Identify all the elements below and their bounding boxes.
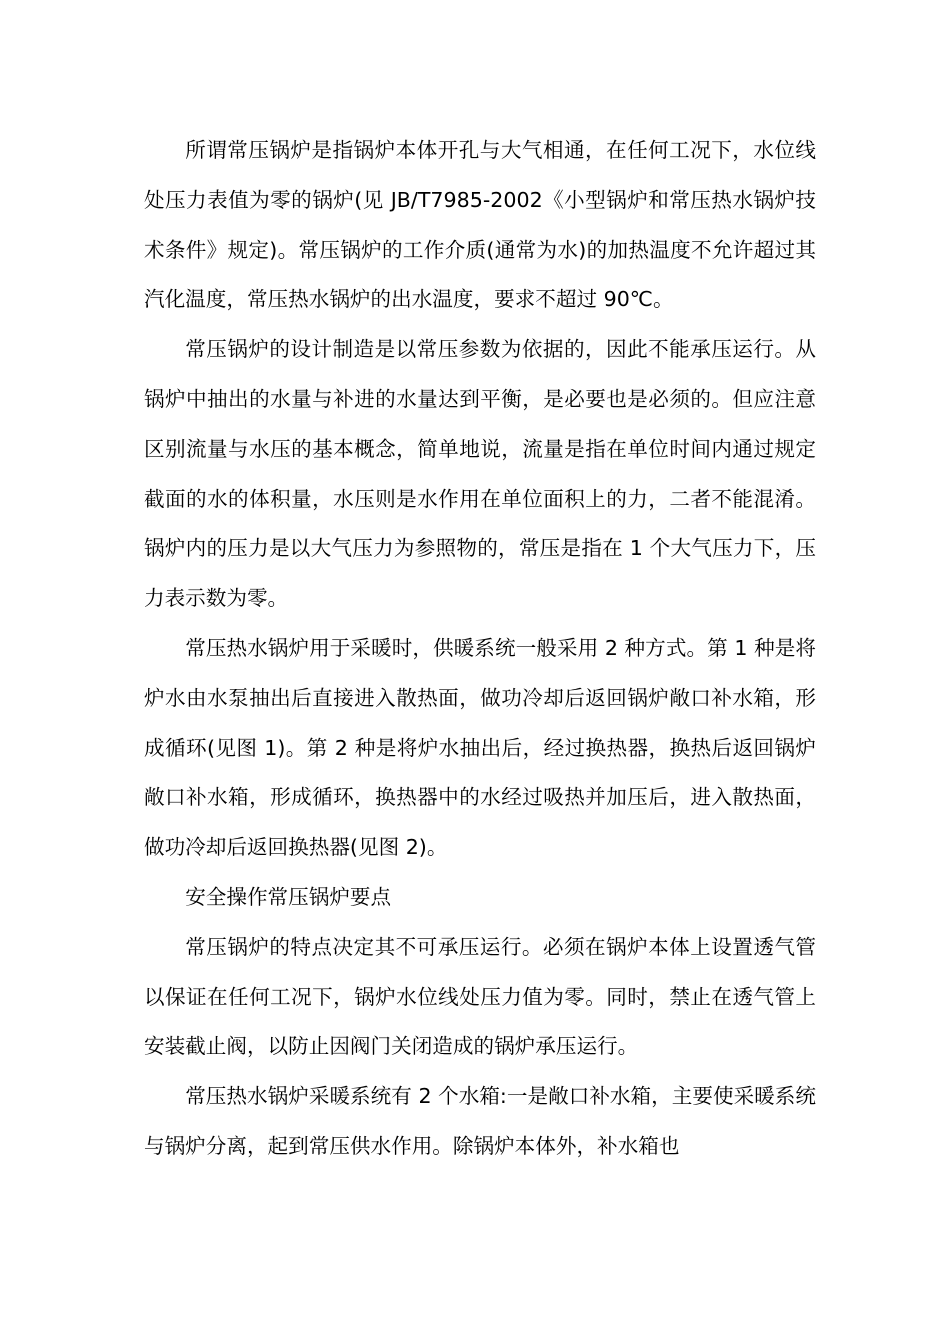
document-body — [144, 126, 816, 1172]
paragraph-vent-pipe: 常压锅炉的特点决定其不可承压运行。必须在锅炉本体上设置透气管以保证在任何工况下，锅炉水位线处压力值为零。同时，禁止在透气管上安装截止阀，以防止因阀门关闭造成的锅炉承压运行。 — [144, 934, 816, 1059]
section-heading-safety-points: 安全操作常压锅炉要点 — [185, 884, 392, 909]
paragraph-heating-methods: 常压热水锅炉用于采暖时，供暖系统一般采用 2 种方式。第 1 种是将炉水由水泵抽出后直接进入散热面，做功冷却后返回锅炉敞口补水箱，形成循环(见图 1)。第 2 种是将炉水抽出后，经过换热器，换热后返回锅炉敞口补水箱，形成循环，换热器中的水经过吸热并加压后，进入散热面，做功冷却后返回换热器(见图 2)。 — [144, 635, 816, 860]
paragraph-definition: 所谓常压锅炉是指锅炉本体开孔与大气相通，在任何工况下，水位线处压力表值为零的锅炉(见 JB/T7985-2002《小型锅炉和常压热水锅炉技术条件》规定)。常压锅炉的工作介质(通常为水)的加热温度不允许超过其汽化温度，常压热水锅炉的出水温度，要求不超过 90℃。 — [144, 138, 816, 312]
paragraph-water-tanks: 常压热水锅炉采暖系统有 2 个水箱:一是敞口补水箱，主要使采暖系统与锅炉分离，起到常压供水作用。除锅炉本体外，补水箱也 — [144, 1084, 816, 1158]
paragraph-design-principle: 常压锅炉的设计制造是以常压参数为依据的，因此不能承压运行。从锅炉中抽出的水量与补进的水量达到平衡，是必要也是必须的。但应注意区别流量与水压的基本概念，简单地说，流量是指在单位时间内通过规定截面的水的体积量，水压则是水作用在单位面积上的力，二者不能混淆。锅炉内的压力是以大气压力为参照物的，常压是指在 1 个大气压力下，压力表示数为零。 — [144, 337, 816, 611]
